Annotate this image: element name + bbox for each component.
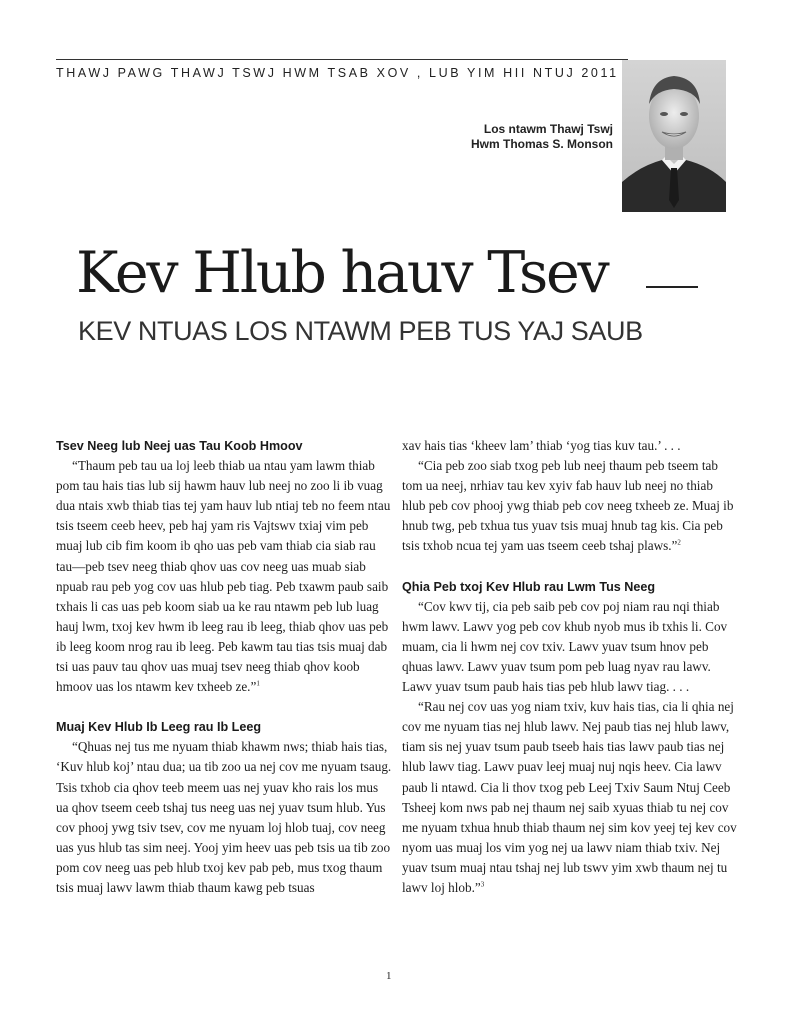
section-heading: Qhia Peb txoj Kev Hlub rau Lwm Tus Neeg (402, 579, 656, 594)
author-portrait (622, 60, 726, 212)
article-subtitle: KEV NTUAS LOS NTAWM PEB TUS YAJ SAUB (78, 316, 643, 346)
page-number: 1 (386, 970, 392, 982)
right-column (402, 436, 738, 898)
byline-author: Hwm Thomas S. Monson (470, 137, 613, 151)
body-paragraph: “Thaum peb tau ua loj leeb thiab ua ntau yam lawm thiab pom tau hais tias lub sij hawm hauv lub neej no zoo li ib vuag dua ntais xwb thiab tias tej yam hauv lub ntiaj teb no feem ntau tsis tseem ceeb heev, peb haj yam ris Vajtswv txiaj vim peb muaj lub cib fim koom ib qho uas peb vam thiab cia siab rau tau—peb tsev neeg thiab qhov uas cov neeg uas muab siab npuab rau peb yog cov uas hlub peb tiag. Peb txawm paub saib txhais li cas uas peb koom siab ua ke rau ntawm peb lub luag hauj lwm, txoj kev hwm ib leeg rau ib leeg, thiab qhov uas peb ib leeg koom nrog rau ib leeg. Peb kawm tau tias tsis muaj dab tsi uas pauv tau qhov uas muaj tsev neeg thiab qhov koob hmoov uas los ntawm kev txheeb ze.”$^1$ (56, 458, 391, 695)
header-rule (56, 59, 628, 60)
section-heading: Muaj Kev Hlub Ib Leeg rau Ib Leeg (56, 720, 262, 735)
footnote-marker: 3 (480, 880, 485, 889)
body-paragraph: “Qhuas nej tus me nyuam thiab khawm nws; thiab hais tias, ‘Kuv hlub koj’ ntau dua; ua tib zoo ua nej cov me nyuam tsaug. Tsis txhob cia qhov teeb meem uas nej yuav kho rais los mus ua qhov tseem ceeb tshaj tus neeg uas nej yuav tsum hlub. Yus cov phooj ywg tsiv tsev, cov me nyuam loj hlob tuaj, cov neeg uas yus hlub tas sim neej. Yooj yim heev uas peb tsis ua tib zoo pom cov neeg uas peb hlub txoj kev pab peb, mus txog thaum tsis muaj lawv lawm thiab thaum kawg peb tsuas (56, 739, 392, 895)
body-paragraph: “Cov kwv tij, cia peb saib peb cov poj niam rau nqi thiab hwm lawv. Lawv yog peb cov khub nyob mus ib txhis li. Cov muam, cia li hwm nej cov txiv. Lawv yuav tsum hnov peb qhuas lawv. Lawv yuav tsum pom peb luag nyav rau lawv. Lawv yuav tsum paub hais tias peb hlub lawv tiag. . . . (402, 598, 728, 695)
running-title: THAWJ PAWG THAWJ TSWJ HWM TSAB XOV , LUB YIM HII NTUJ 2011 (56, 66, 619, 80)
byline (471, 122, 613, 152)
article-title: Kev Hlub hauv Tsev (76, 240, 608, 306)
footnote-marker: 1 (256, 679, 260, 688)
body-paragraph: “Rau nej cov uas yog niam txiv, kuv hais tias, cia li qhia nej cov me nyuam tias nej hlub lawv. Nej paub tias nej hlub lawv, tiam sis nej yuav tsum paub tseeb hais tias lawv paub tias nej hlub lawv tiag. Lawv puav leej muaj nuj nqis heev. Cia lawv paub li ntawd. Cia li thov txog peb Leej Txiv Saum Ntuj Ceeb Tsheej kom nws pab nej thaum nej saib xyuas thiab tu nej cov me nyuam txhua hnub thiab thaum nej sim kov yeej tej kev cov nyom uas muaj los vim yog nej ua lawv niam thiab txiv. Nej yuav tsum muaj ntau tshaj nej lub tswv yim xwb thaum nej tu lawv loj hlob.”$^3$ (402, 699, 737, 895)
byline-role: Los ntawm Thawj Tswj (483, 122, 613, 136)
title-em-dash (646, 286, 698, 288)
footnote-marker: 2 (677, 539, 681, 548)
body-paragraph: “Cia peb zoo siab txog peb lub neej thaum peb tseem tab tom ua neej, nrhiav tau kev xyiv fab hauv lub neej no thiab hlub peb cov phooj ywg thiab peb cov neeg txheeb ze. Muaj ib hnub twg, peb txhua tus yuav tsis muaj hnub tag kis. Cia peb tsis txhob ncua tej yam uas tseem ceeb tshaj plaws.”$^2$ (402, 458, 734, 554)
section-heading: Tsev Neeg lub Neej uas Tau Koob Hmoov (56, 439, 303, 453)
left-column (56, 436, 392, 898)
body-paragraph-continued: xav hais tias ‘kheev lam’ thiab ‘yog tias kuv tau.’ . . . (402, 438, 681, 453)
